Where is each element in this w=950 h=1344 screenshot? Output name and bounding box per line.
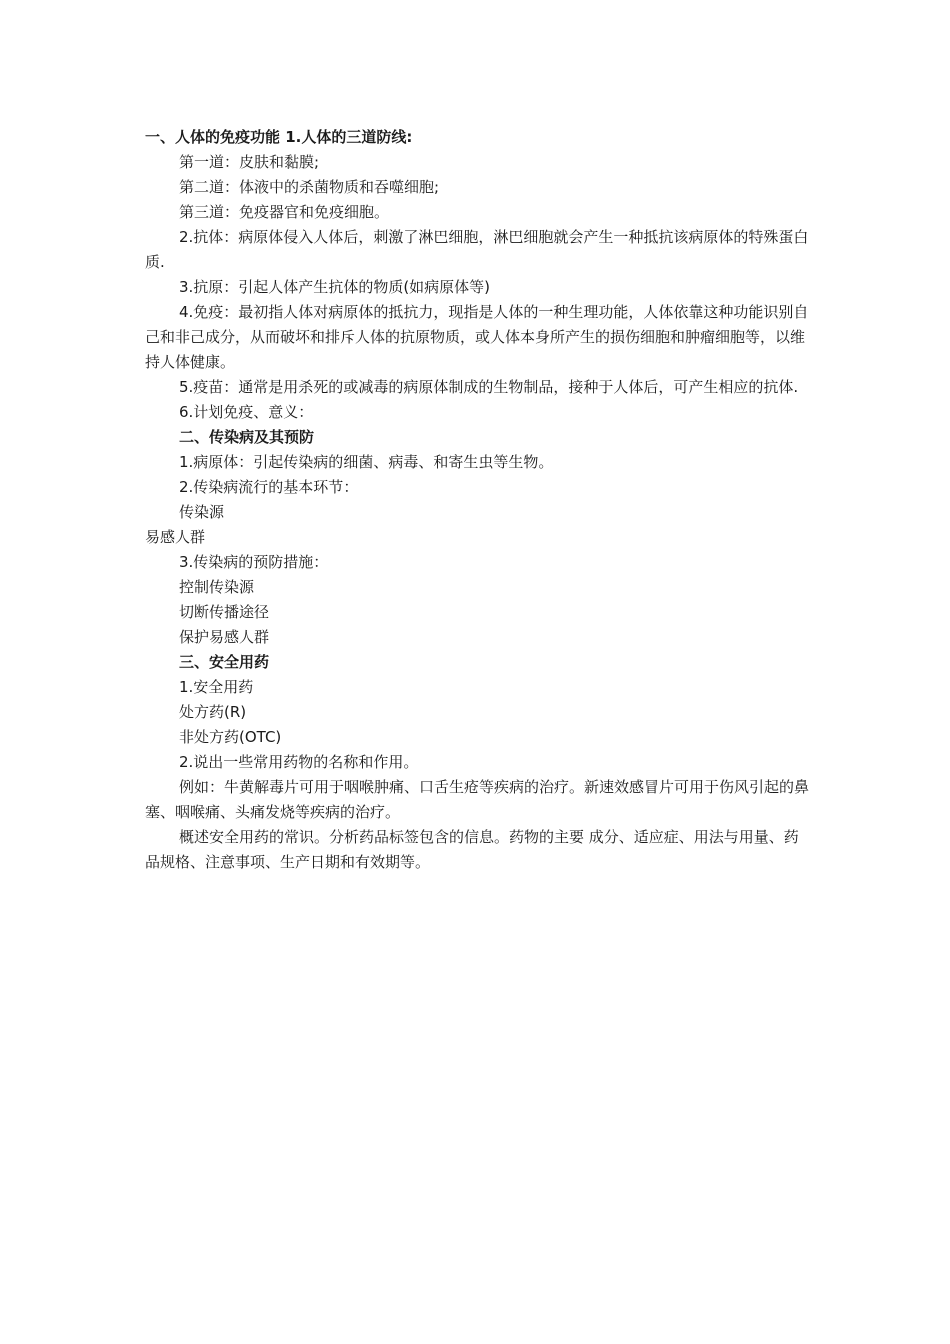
list-item-otc-drug: 非处方药(OTC)	[179, 728, 282, 746]
paragraph-antibody: 2.抗体：病原体侵入人体后，刺激了淋巴细胞，淋巴细胞就会产生一种抵抗该病原体的特殊蛋白质.	[145, 228, 809, 271]
paragraph-antigen: 3.抗原：引起人体产生抗体的物质(如病原体等)	[179, 278, 491, 296]
paragraph-immunity-definition: 4.免疫：最初指人体对病原体的抵抗力，现指是人体的一种生理功能，人体依靠这种功能识别自己和非己成分，从而破坏和排斥人体的抗原物质，或人体本身所产生的损伤细胞和肿瘤细胞等，以维持人体健康。	[145, 303, 809, 371]
list-item-protect-susceptible: 保护易感人群	[179, 628, 270, 646]
paragraph-prevention-measures: 3.传染病的预防措施：	[179, 553, 329, 571]
list-item-infection-source: 传染源	[179, 503, 225, 521]
paragraph-vaccine: 5.疫苗：通常是用杀死的或减毒的病原体制成的生物制品，接种于人体后，可产生相应的抗体.	[179, 378, 799, 396]
paragraph-second-line-defense: 第二道：体液中的杀菌物质和吞噬细胞;	[179, 178, 440, 196]
paragraph-drug-label-info: 概述安全用药的常识。分析药品标签包含的信息。药物的主要 成分、适应症、用法与用量、药品规格、注意事项、生产日期和有效期等。	[145, 828, 799, 871]
paragraph-common-drugs: 2.说出一些常用药物的名称和作用。	[179, 753, 419, 771]
paragraph-third-line-defense: 第三道：免疫器官和免疫细胞。	[179, 203, 390, 221]
paragraph-drug-examples: 例如：牛黄解毒片可用于咽喉肿痛、口舌生疮等疾病的治疗。新速效感冒片可用于伤风引起的鼻塞、咽喉痛、头痛发烧等疾病的治疗。	[145, 778, 810, 821]
list-item-susceptible-population: 易感人群	[145, 528, 206, 546]
document-body	[145, 125, 810, 875]
list-item-cut-transmission: 切断传播途径	[179, 603, 270, 621]
section-heading-safe-medication: 三、安全用药	[179, 653, 270, 671]
list-item-control-source: 控制传染源	[179, 578, 255, 596]
paragraph-pathogen: 1.病原体：引起传染病的细菌、病毒、和寄生虫等生物。	[179, 453, 554, 471]
paragraph-first-line-defense: 第一道：皮肤和黏膜;	[179, 153, 320, 171]
paragraph-transmission-links: 2.传染病流行的基本环节：	[179, 478, 359, 496]
section-heading-infectious-disease: 二、传染病及其预防	[179, 428, 315, 446]
paragraph-planned-immunization: 6.计划免疫、意义：	[179, 403, 314, 421]
section-heading-immunity: 一、人体的免疫功能 1.人体的三道防线:	[145, 128, 413, 146]
list-item-prescription-drug: 处方药(R)	[179, 703, 247, 721]
paragraph-safe-medication: 1.安全用药	[179, 678, 254, 696]
